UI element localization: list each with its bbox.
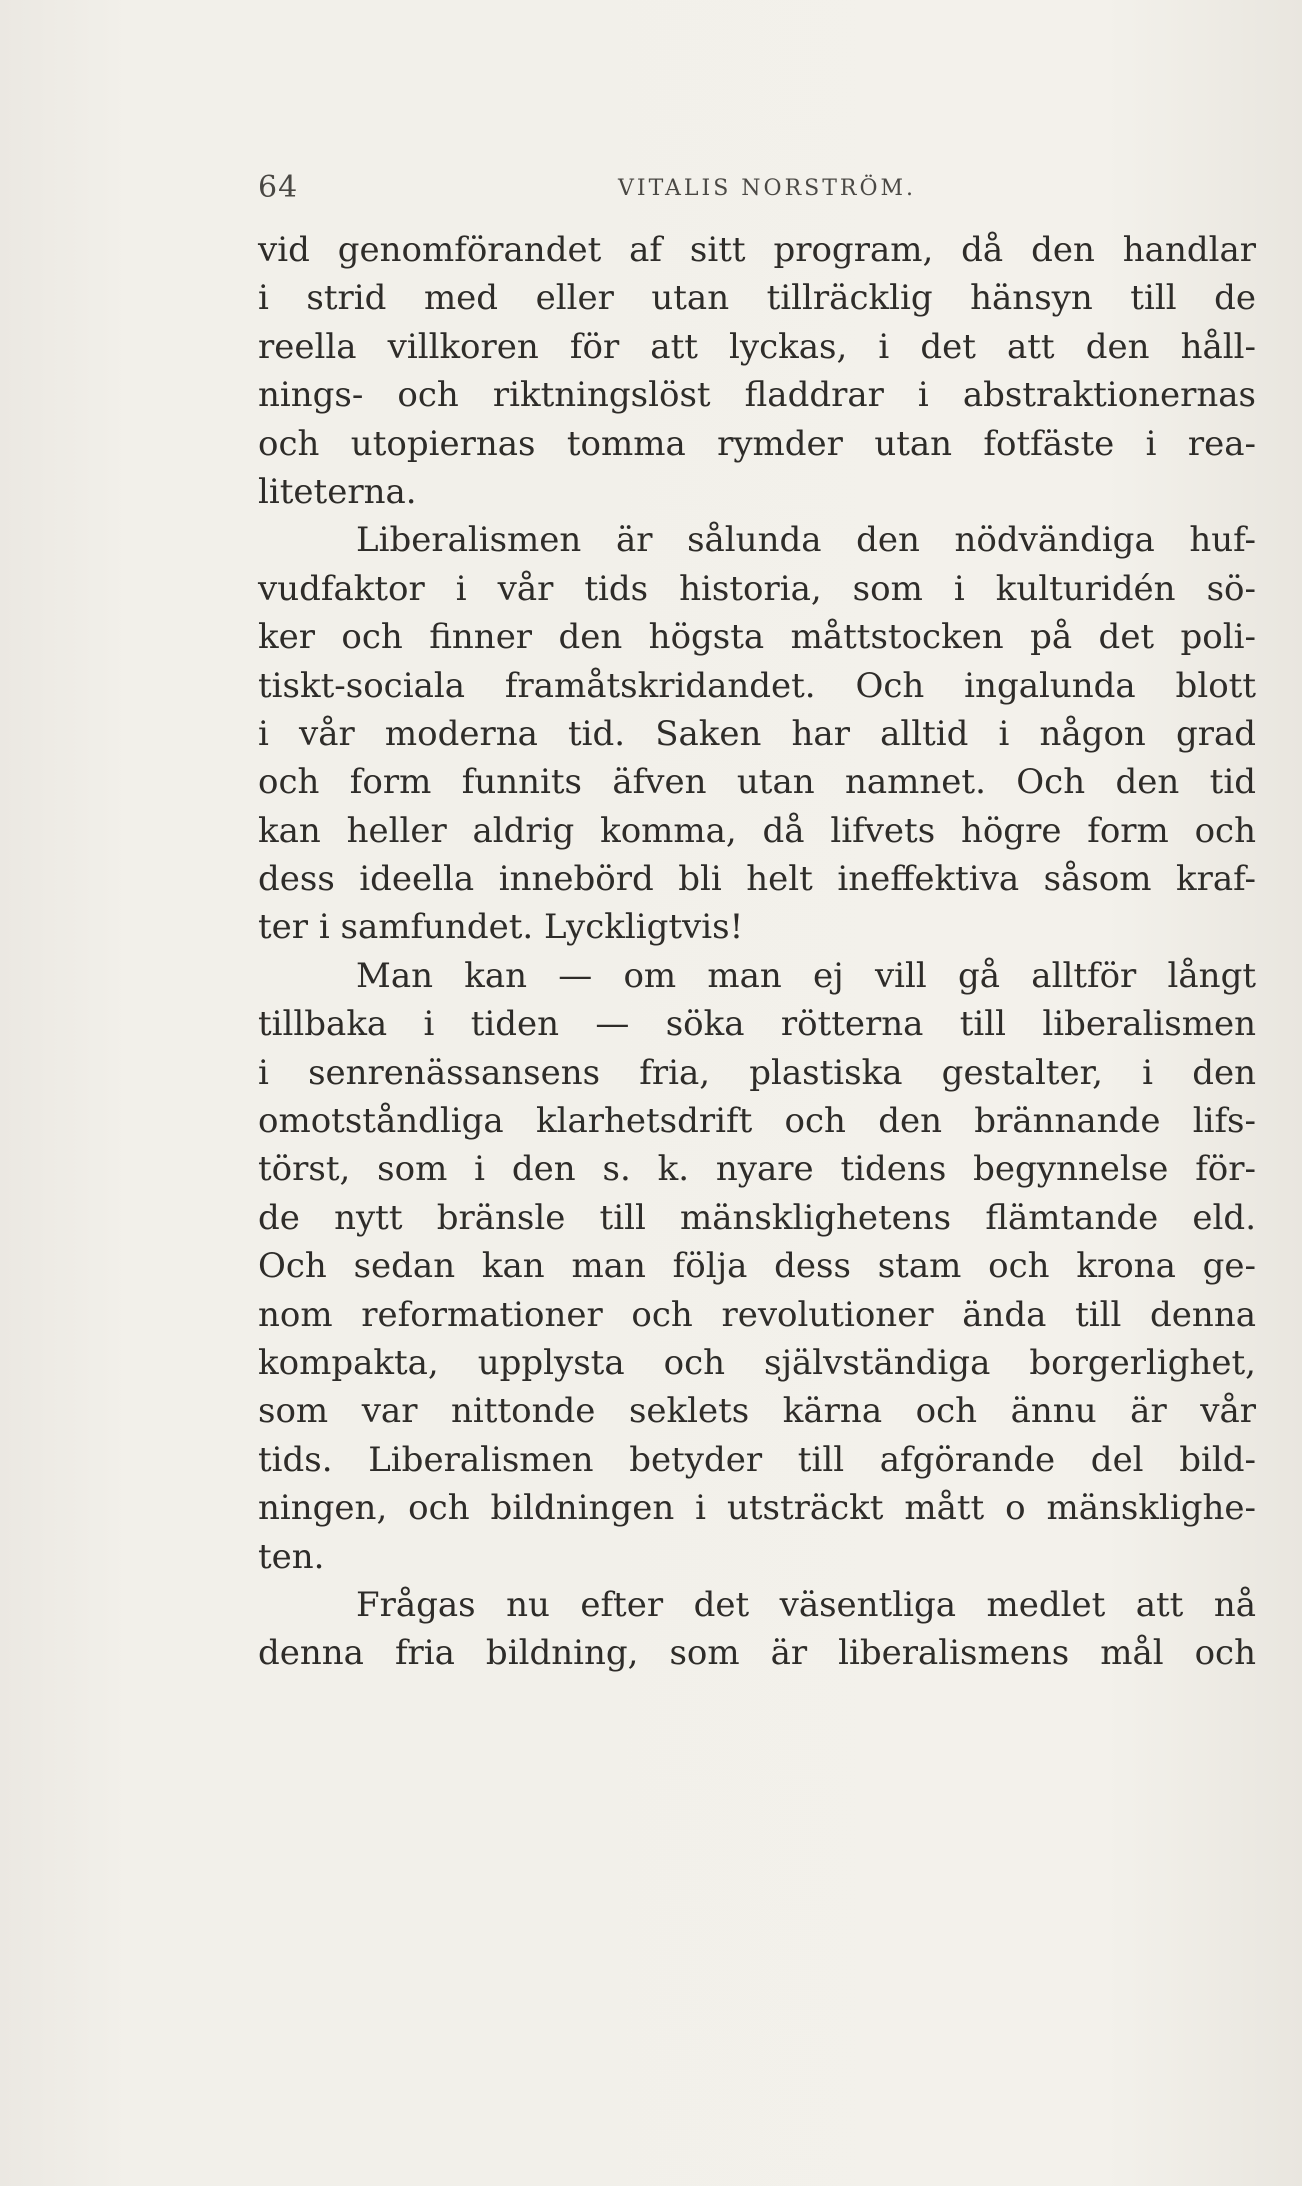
text-line: tillbaka i tiden — söka rötterna till liberalismen [258, 1004, 1256, 1045]
text-line: Liberalismen är sålunda den nödvändiga huf- [356, 520, 1256, 561]
text-line: törst, som i den s. k. nyare tidens begynnelse för- [258, 1149, 1256, 1190]
text-line: omotståndliga klarhetsdrift och den brännande lifs- [258, 1101, 1256, 1142]
text-line: som var nittonde seklets kärna och ännu är vår [258, 1391, 1256, 1432]
page-header [258, 170, 1258, 210]
text-line: denna fria bildning, som är liberalismens mål och [258, 1633, 1256, 1674]
text-line: Frågas nu efter det väsentliga medlet att nå [356, 1584, 1256, 1625]
text-line: nings- och riktningslöst fladdrar i abstraktionernas [258, 375, 1256, 416]
text-line: ter i samfundet. Lyckligtvis! [258, 907, 744, 948]
text-line: liteterna. [258, 471, 417, 512]
text-line: tids. Liberalismen betyder till afgörande del bild- [258, 1439, 1256, 1480]
text-line: och utopiernas tomma rymder utan fotfäste i rea- [258, 423, 1256, 464]
text-line: i senrenässansens fria, plastiska gestalter, i den [258, 1052, 1256, 1093]
text-line: i strid med eller utan tillräcklig hänsyn till de [258, 278, 1256, 319]
text-line: kompakta, upplysta och självständiga borgerlighet, [258, 1342, 1256, 1383]
page-number: 64 [258, 170, 299, 205]
text-line: dess ideella innebörd bli helt ineffektiva såsom kraf- [258, 859, 1256, 900]
body-text [258, 226, 1256, 1678]
text-line: Och sedan kan man följa dess stam och krona ge- [258, 1246, 1256, 1287]
text-line: ten. [258, 1536, 325, 1577]
text-line: nom reformationer och revolutioner ända till denna [258, 1294, 1256, 1335]
text-line: tiskt-sociala framåtskridandet. Och ingalunda blott [258, 665, 1256, 706]
text-line: och form funnits äfven utan namnet. Och den tid [258, 762, 1256, 803]
text-line: vudfaktor i vår tids historia, som i kulturidén sö- [258, 568, 1256, 609]
text-line: Man kan — om man ej vill gå alltför långt [356, 955, 1256, 996]
text-line: vid genomförandet af sitt program, då den handlar [258, 230, 1256, 270]
text-line: ker och finner den högsta måttstocken på det poli- [258, 617, 1256, 658]
text-line: i vår moderna tid. Saken har alltid i någon grad [258, 713, 1256, 754]
text-line: de nytt bränsle till mänsklighetens flämtande eld. [258, 1197, 1256, 1238]
text-line: reella villkoren för att lyckas, i det att den håll- [258, 326, 1256, 367]
running-head: VITALIS NORSTRÖM. [618, 176, 917, 201]
text-line: ningen, och bildningen i utsträckt mått o mänsklighe- [258, 1488, 1256, 1529]
text-line: kan heller aldrig komma, då lifvets högre form och [258, 810, 1256, 851]
